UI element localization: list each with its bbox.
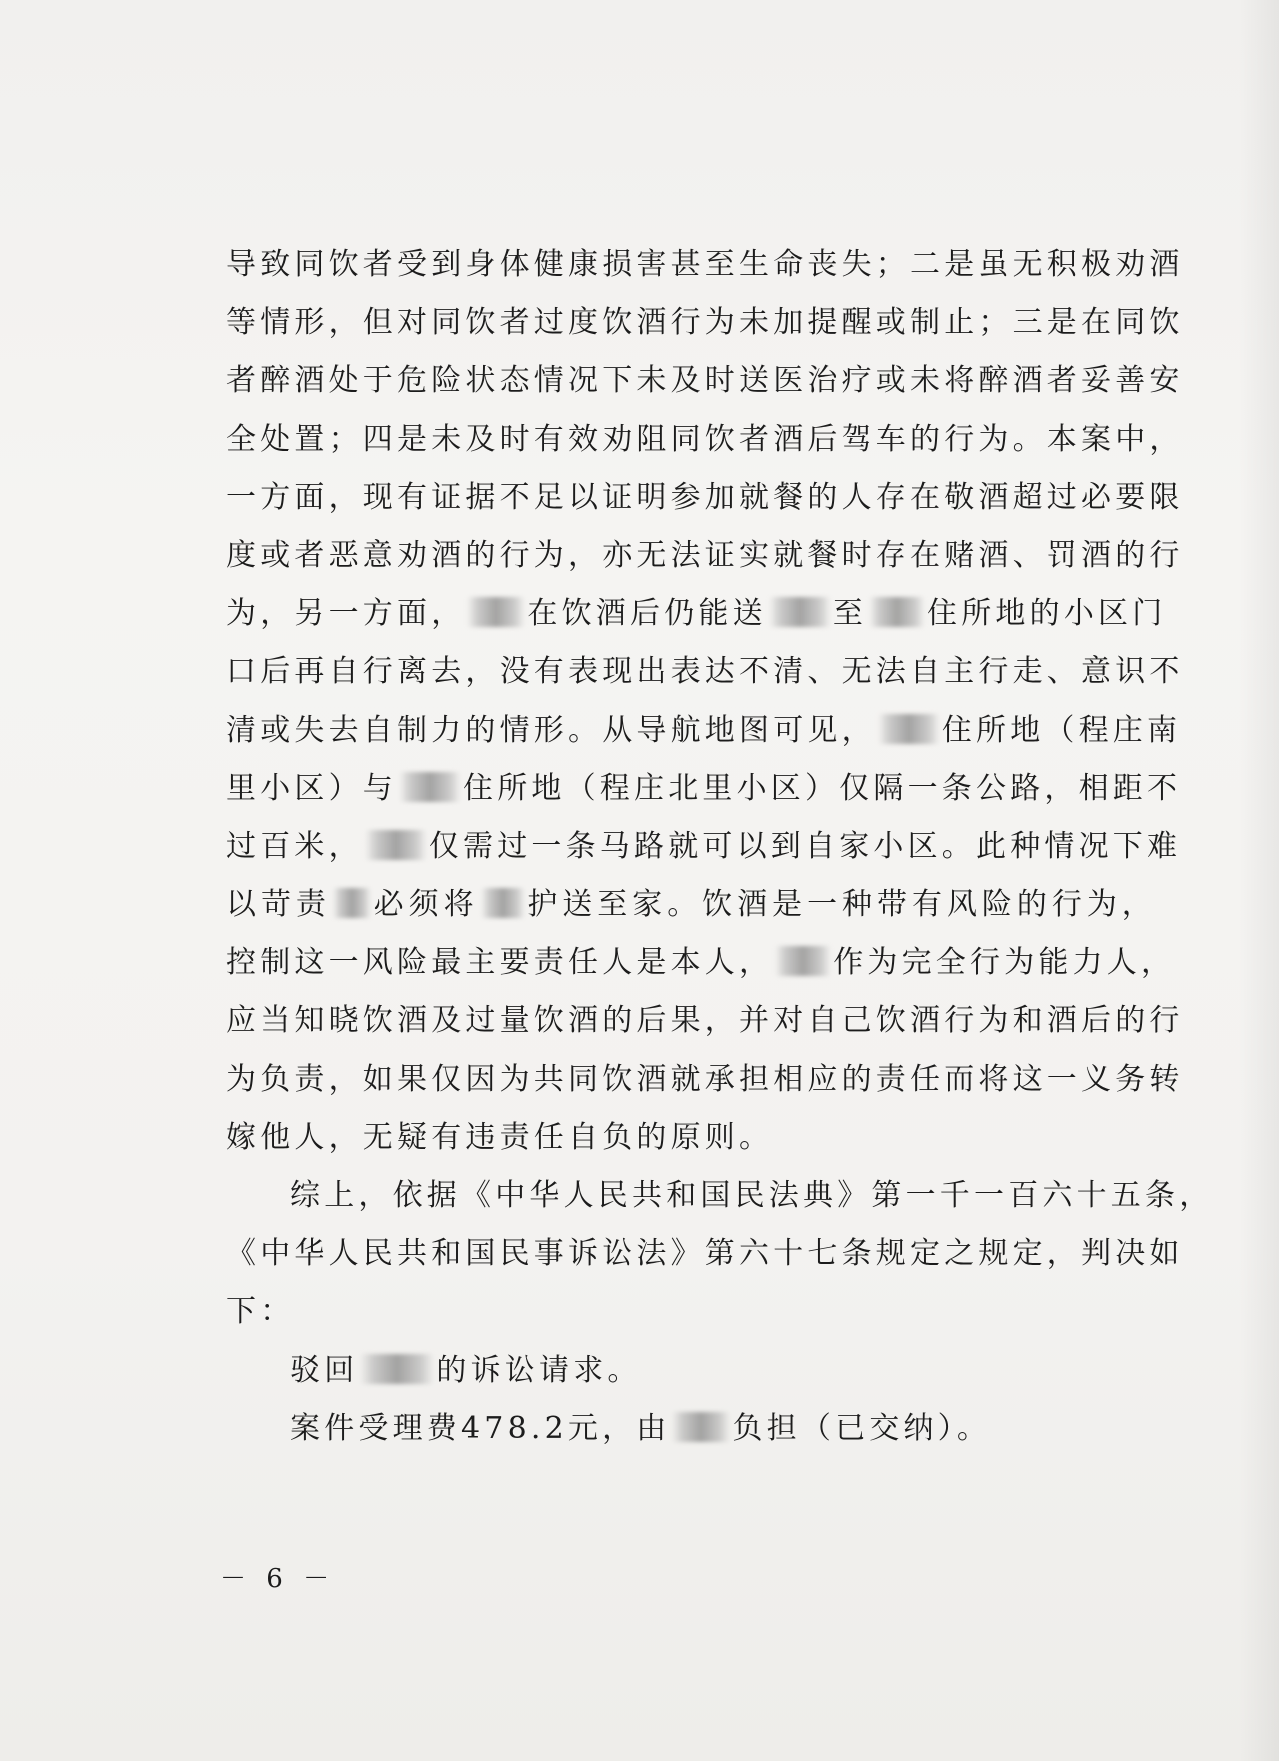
text-line: 为负责，如果仅因为共同饮酒就承担相应的责任而将这一义务转 bbox=[226, 1061, 1184, 1097]
judgment-body bbox=[226, 236, 1214, 1458]
page-number: － 6 － bbox=[220, 1564, 336, 1594]
text-segment: 护送至家。饮酒是一种带有风险的行为， bbox=[526, 887, 1156, 923]
text-line bbox=[226, 818, 1182, 876]
redacted-name bbox=[360, 1354, 434, 1384]
text-segment: 在饮酒后仍能送 bbox=[527, 596, 767, 632]
text-line: 者醉酒处于危险状态情况下未及时送医治疗或未将醉酒者妥善安 bbox=[226, 363, 1184, 399]
text-line: 应当知晓饮酒及过量饮酒的后果，并对自己饮酒行为和酒后的行 bbox=[226, 1003, 1184, 1039]
text-line: 导致同饮者受到身体健康损害甚至生命丧失；二是虽无积极劝酒 bbox=[226, 247, 1184, 282]
text-line: 一方面，现有证据不足以证明参加就餐的人存在敬酒超过必要限 bbox=[226, 479, 1184, 515]
text-segment: 案件受理费478.2元，由 bbox=[290, 1410, 671, 1446]
text-line bbox=[226, 934, 1176, 992]
text-segment: 的诉讼请求。 bbox=[436, 1352, 642, 1388]
text-segment: 为，另一方面， bbox=[226, 596, 466, 632]
redacted-name bbox=[672, 1412, 730, 1442]
text-segment: 必须将 bbox=[372, 887, 479, 923]
text-line bbox=[226, 760, 1182, 818]
redacted-name bbox=[333, 888, 371, 918]
text-line bbox=[226, 1400, 1156, 1458]
text-segment: 仅需过一条马路就可以到自家小区。此种情况下难 bbox=[428, 828, 1182, 864]
text-segment: 住所地（程庄北里小区）仅隔一条公路，相距不 bbox=[463, 770, 1182, 806]
redacted-name bbox=[467, 597, 525, 627]
text-segment: 住所地的小区门 bbox=[927, 596, 1167, 632]
text-segment: 作为完全行为能力人， bbox=[833, 945, 1176, 981]
text-line: 综上，依据《中华人民共和国民法典》第一千一百六十五条， bbox=[290, 1178, 1214, 1213]
redacted-name bbox=[365, 830, 427, 860]
text-line: 《中华人民共和国民事诉讼法》第六十七条规定之规定，判决如 bbox=[226, 1236, 1184, 1272]
text-line bbox=[226, 702, 1182, 760]
text-segment: 里小区）与 bbox=[226, 770, 397, 806]
text-line bbox=[226, 585, 1167, 643]
text-line: 下： bbox=[226, 1294, 295, 1330]
text-segment: 住所地（程庄南 bbox=[941, 712, 1182, 748]
text-segment: 清或失去自制力的情形。从导航地图可见， bbox=[226, 712, 876, 748]
text-segment: 负担（已交纳）。 bbox=[732, 1410, 992, 1446]
text-line: 口后再自行离去，没有表现出表达不清、无法自主行走、意识不 bbox=[226, 654, 1184, 690]
text-segment: 驳回 bbox=[290, 1352, 359, 1388]
text-line: 度或者恶意劝酒的行为，亦无法证实就餐时存在赌酒、罚酒的行 bbox=[226, 537, 1184, 573]
redacted-name bbox=[869, 597, 925, 627]
text-line: 嫁他人，无疑有违责任自负的原则。 bbox=[226, 1119, 774, 1155]
text-line bbox=[226, 876, 1156, 934]
redacted-name bbox=[399, 772, 461, 802]
redacted-name bbox=[769, 597, 831, 627]
redacted-name bbox=[775, 946, 831, 976]
text-line: 等情形，但对同饮者过度饮酒行为未加提醒或制止；三是在同饮 bbox=[226, 305, 1184, 341]
text-segment: 以苛责 bbox=[226, 887, 331, 923]
text-segment: 过百米， bbox=[226, 828, 363, 864]
redacted-name bbox=[481, 888, 525, 918]
text-segment: 至 bbox=[832, 596, 868, 632]
redacted-name bbox=[878, 714, 940, 744]
text-segment: 控制这一风险最主要责任人是本人， bbox=[226, 945, 774, 981]
text-line: 全处置；四是未及时有效劝阻同饮者酒后驾车的行为。本案中， bbox=[226, 421, 1184, 457]
text-line bbox=[226, 1342, 1156, 1400]
